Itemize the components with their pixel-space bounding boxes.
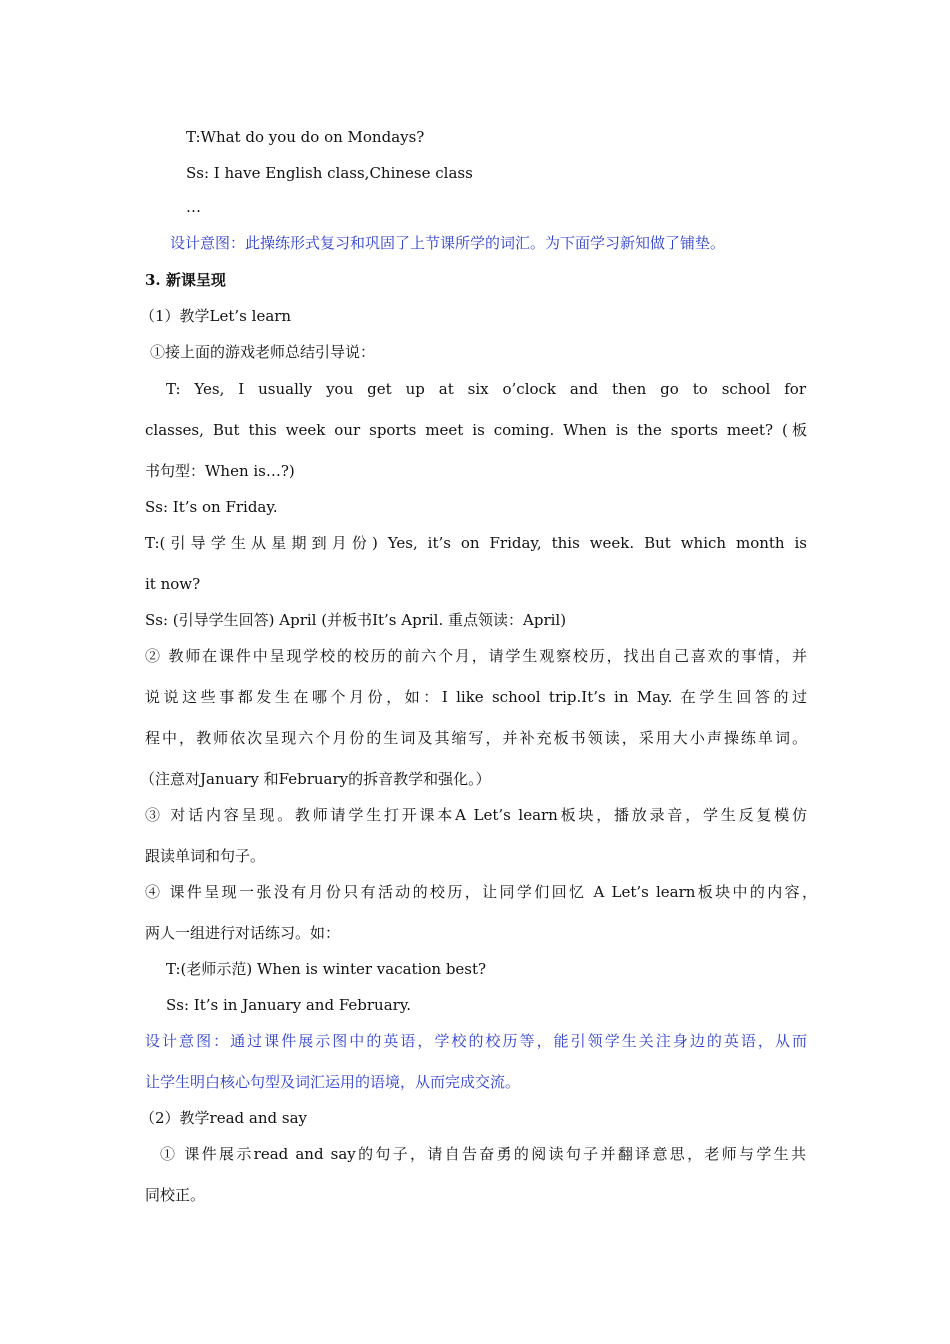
subsection-heading: （1）教学Let’s learn — [140, 307, 292, 325]
step-line: 两人一组进行对话练习。如： — [145, 924, 341, 942]
dialogue-line: classes, But this week our sports meet is coming. When is the sports meet? (板 — [145, 421, 807, 439]
dialogue-line: T:What do you do on Mondays? — [186, 128, 425, 146]
subsection-heading: （2）教学read and say — [140, 1109, 307, 1127]
dialogue-line: T:(引导学生从星期到月份) Yes, it’s on Friday, this week. But which month is — [145, 534, 807, 552]
step-line: ① 课件展示read and say的句子，请自告奋勇的阅读句子并翻译意思，老师与学生共 — [160, 1145, 806, 1163]
dialogue-line: Ss: I have English class,Chinese class — [186, 164, 473, 182]
dialogue-line: it now? — [145, 575, 201, 593]
ellipsis-line: … — [186, 198, 201, 216]
design-intent-note: 设计意图：此操练形式复习和巩固了上节课所学的词汇。为下面学习新知做了铺垫。 — [170, 234, 726, 252]
step-line: 同校正。 — [145, 1186, 206, 1204]
step-line: ④ 课件呈现一张没有月份只有活动的校历，让同学们回忆 A Let’s learn板块中的内容， — [145, 883, 817, 901]
dialogue-line: T:(老师示范) When is winter vacation best? — [166, 960, 487, 978]
step-line: 跟读单词和句子。 — [145, 847, 266, 865]
section-heading: 3. 新课呈现 — [145, 271, 226, 289]
design-intent-note: 让学生明白核心句型及词汇运用的语境，从而完成交流。 — [145, 1073, 521, 1091]
step-line: ①接上面的游戏老师总结引导说： — [150, 343, 376, 361]
step-line: ③ 对话内容呈现。教师请学生打开课本A Let’s learn板块，播放录音，学生反复模仿 — [145, 806, 807, 824]
design-intent-note: 设计意图：通过课件展示图中的英语，学校的校历等，能引领学生关注身边的英语，从而 — [145, 1032, 807, 1050]
note-line: （注意对January 和February的拆音教学和强化。） — [140, 770, 491, 788]
dialogue-line: Ss: (引导学生回答) April (并板书It’s April. 重点领读：April) — [145, 611, 567, 629]
dialogue-line: T: Yes, I usually you get up at six o’clock and then go to school for — [166, 380, 806, 398]
step-line: ② 教师在课件中呈现学校的校历的前六个月，请学生观察校历，找出自己喜欢的事情，并 — [145, 647, 807, 665]
step-line: 说说这些事都发生在哪个月份，如：I like school trip.It’s in May. 在学生回答的过 — [145, 688, 807, 706]
step-line: 程中，教师依次呈现六个月份的生词及其缩写，并补充板书领读，采用大小声操练单词。 — [145, 729, 807, 747]
dialogue-line: 书句型：When is…?) — [145, 462, 295, 480]
dialogue-line: Ss: It’s on Friday. — [145, 498, 278, 516]
dialogue-line: Ss: It’s in January and February. — [166, 996, 412, 1014]
